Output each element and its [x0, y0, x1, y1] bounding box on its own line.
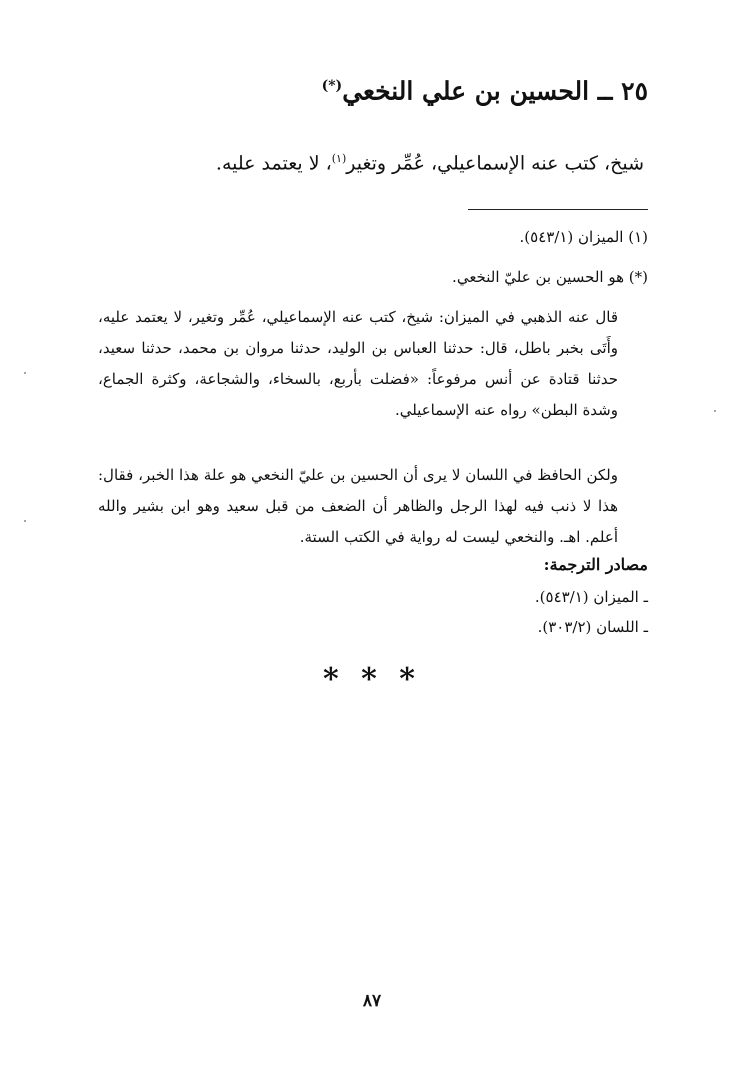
- footnote-ref: (١): [331, 152, 347, 165]
- entry-star-mark: (*): [321, 78, 343, 94]
- source-text: الميزان (٥٤٣/١).: [534, 588, 639, 606]
- entry-dash: ــ: [597, 76, 613, 106]
- footnote-text: الميزان (٥٤٣/١).: [519, 228, 624, 246]
- footnote-text: هو الحسين بن عليّ النخعي.: [452, 268, 624, 286]
- footnote-divider: [468, 209, 648, 210]
- source-dash: ـ: [643, 618, 648, 636]
- page-number: ٨٧: [362, 991, 382, 1011]
- section-separator: * * *: [323, 662, 421, 697]
- source-text: اللسان (٣٠٣/٢).: [537, 618, 639, 636]
- entry-heading: [88, 66, 648, 111]
- main-text: [84, 142, 644, 180]
- paragraph-dhahabi: قال عنه الذهبي في الميزان: شيخ، كتب عنه الإسماعيلي، عُمِّر وتغير، لا يعتمد عليه، وأَتَى بخبر باطل، قال: حدثنا العباس بن الوليد، حدثنا مروان بن محمد، حدثنا سعيد، حدثنا قتادة عن أنس مرفوعاً: «فضلت بأربع، بالسخاء، والشجاعة، وكثرة الجماع، وشدة البطن» رواه عنه الإسماعيلي.: [98, 308, 618, 419]
- footnote-star: [88, 262, 648, 292]
- scan-speck: [714, 410, 716, 412]
- entry-name: الحسين بن علي النخعي: [342, 76, 590, 106]
- scan-speck: [24, 520, 26, 522]
- scan-speck: [24, 372, 26, 374]
- source-dash: ـ: [643, 588, 648, 606]
- main-text-part2: ، لا يعتمد عليه.: [215, 152, 332, 175]
- footnote-1: [88, 222, 648, 252]
- footnote-marker: (*): [628, 268, 648, 286]
- main-text-part1: شيخ، كتب عنه الإسماعيلي، عُمِّر وتغير: [346, 152, 644, 175]
- sources-title: مصادر الترجمة:: [543, 555, 648, 574]
- footnote-marker: (١): [628, 228, 648, 246]
- source-item: [88, 612, 648, 642]
- entry-number: ٢٥: [621, 76, 648, 106]
- source-item: [88, 582, 648, 612]
- paragraph-lisan: ولكن الحافظ في اللسان لا يرى أن الحسين بن عليّ النخعي هو علة هذا الخبر، فقال: هذا لا ذنب فيه لهذا الرجل والظاهر أن الضعف من قبل سعيد وهو ابن بشير والله أعلم. اهـ. والنخعي ليست له رواية في الكتب الستة.: [98, 466, 618, 546]
